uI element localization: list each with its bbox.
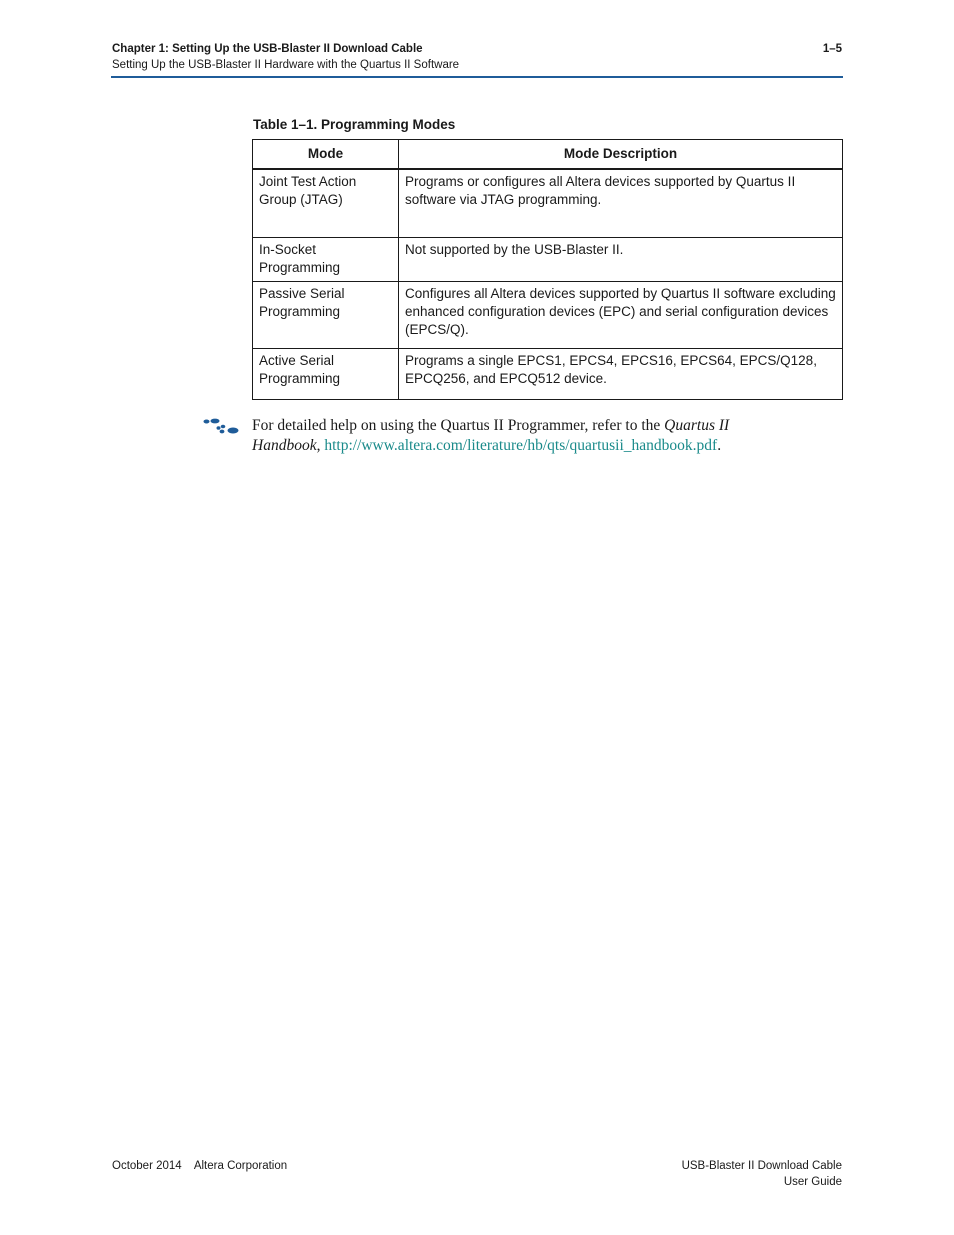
handbook-link[interactable]: http://www.altera.com/literature/hb/qts/quartusii_handbook.pdf [324,436,718,454]
mode-line: In-Socket [259,241,317,257]
mode-line: Active Serial [259,352,335,368]
description-line: software via JTAG programming. [405,192,602,207]
mode-line: Programming [259,259,341,275]
description-line: enhanced configuration devices (EPC) and serial configuration devices [405,303,829,319]
mode-line: Joint Test Action [259,174,357,189]
header-rule [111,76,843,78]
mode-line: Passive Serial [259,285,345,301]
footer-document-title: USB-Blaster II Download Cable [681,1160,842,1172]
table-caption: Table 1–1. Programming Modes [253,117,456,132]
mode-line: Group (JTAG) [259,192,343,207]
note-lead-text: For detailed help on using the Quartus II Programmer, refer to the [252,417,665,434]
description-line: Programs a single EPCS1, EPCS4, EPCS16, EPCS64, EPCS/Q128, [405,352,817,368]
mode-cell [253,281,399,348]
description-line: (EPCS/Q). [405,321,469,337]
table-row [253,169,843,237]
programming-modes-table [252,139,843,400]
description-line: EPCQ256, and EPCQ512 device. [405,370,607,386]
footprints-icon [203,416,239,436]
mode-cell [253,237,399,281]
table-row [253,348,843,399]
note-end: . [717,436,722,454]
running-header-chapter: Chapter 1: Setting Up the USB-Blaster II Download Cable [112,43,423,55]
book-title-part-2: Handbook [252,436,317,454]
description-cell [399,348,843,399]
table-row [253,237,843,281]
note-text [252,416,812,455]
page-number: 1–5 [822,43,842,55]
description-line: Programs or configures all Altera devices supported by Quartus II [405,174,796,189]
footer-date-publisher: October 2014 Altera Corporation [112,1160,288,1172]
column-header-mode: Mode [253,140,399,170]
description-cell [399,237,843,281]
running-header-section: Setting Up the USB-Blaster II Hardware with the Quartus II Software [112,59,460,71]
description-cell [399,281,843,348]
book-title-part-1: Quartus II [664,417,730,434]
description-line: Configures all Altera devices supported by Quartus II software excluding [405,285,836,301]
mode-cell [253,348,399,399]
table-row [253,281,843,348]
description-cell [399,169,843,237]
note-separator: , [316,436,325,454]
mode-line: Programming [259,303,341,319]
description-line: Not supported by the USB-Blaster II. [405,241,624,257]
mode-cell [253,169,399,237]
footer-document-type: User Guide [783,1176,842,1188]
column-header-mode-description: Mode Description [399,140,843,170]
mode-line: Programming [259,370,341,386]
table-header-row [253,140,843,170]
